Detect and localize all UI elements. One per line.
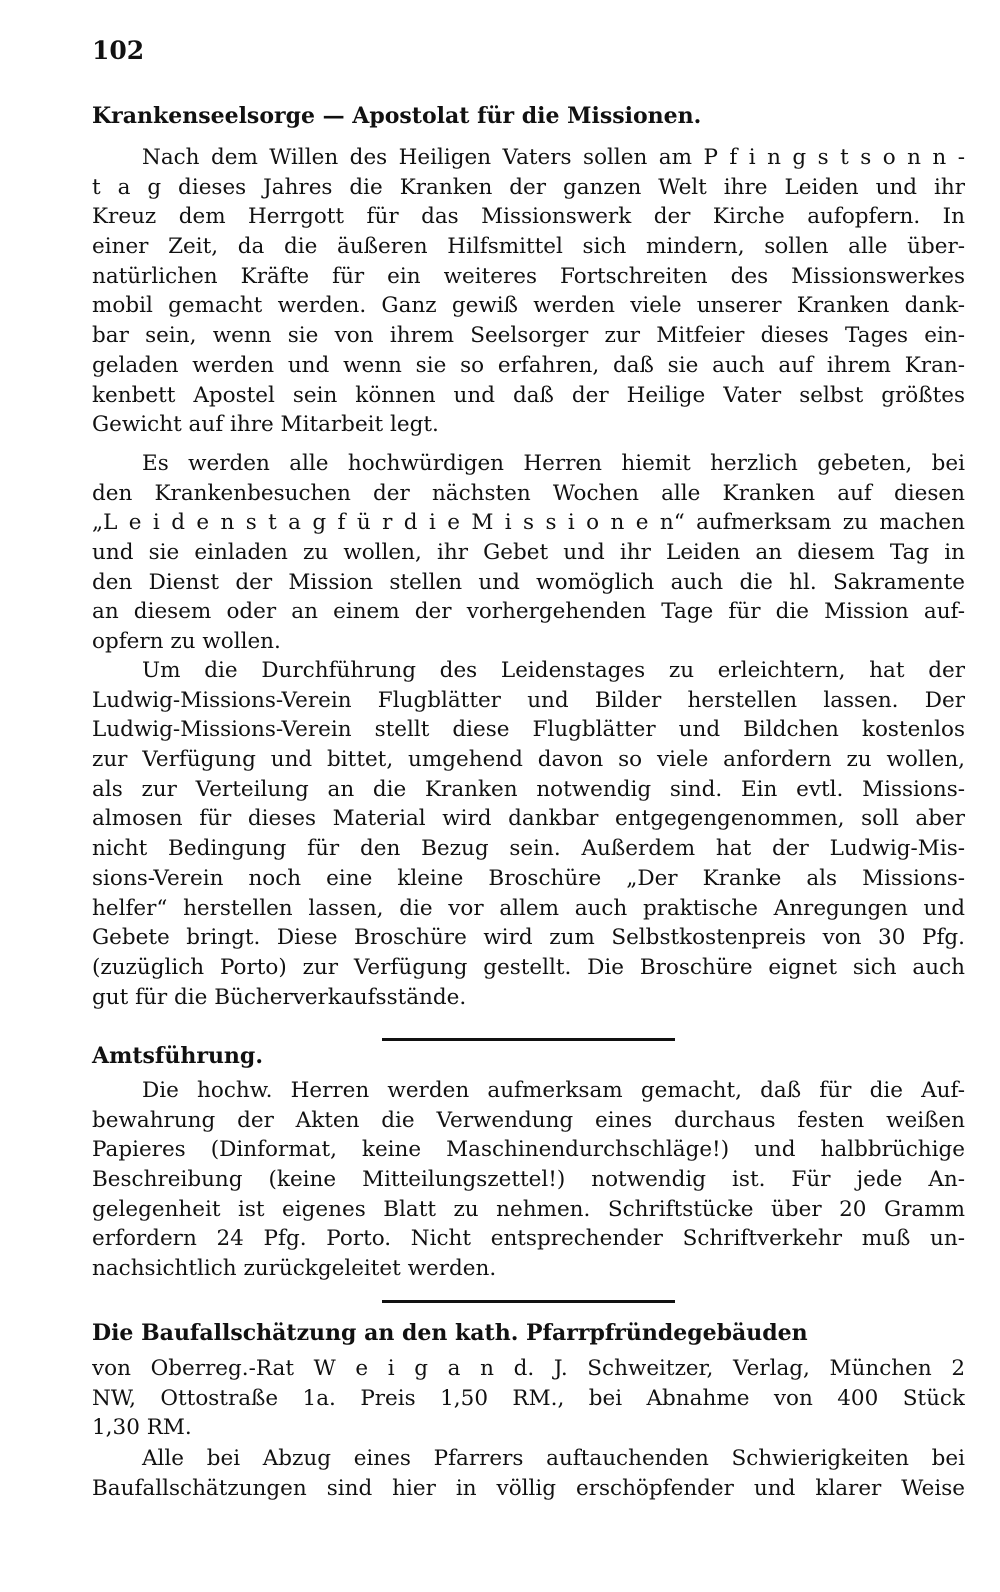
- text-line: Baufallschätzungen sind hier in völlig erschöpfender und klarer Weise: [92, 1475, 965, 1501]
- text-line: gelegenheit ist eigenes Blatt zu nehmen. Schriftstücke über 20 Gramm: [92, 1196, 965, 1222]
- text-line: Nach dem Willen des Heiligen Vaters sollen am P f i n g s t s o n n -: [142, 145, 965, 170]
- text-line: almosen für dieses Material wird dankbar entgegengenommen, soll aber: [92, 806, 965, 832]
- paragraph: [92, 1076, 965, 1284]
- text-line: Um die Durchführung des Leidenstages zu erleichtern, hat der: [142, 658, 965, 683]
- text-line: Die hochw. Herren werden aufmerksam gemacht, daß für die Auf-: [142, 1078, 965, 1103]
- text-line: mobil gemacht werden. Ganz gewiß werden viele unserer Kranken dank-: [92, 293, 965, 319]
- text-line: zur Verfügung und bittet, umgehend davon so viele anfordern zu wollen,: [92, 747, 965, 773]
- text-line: sions-Verein noch eine kleine Broschüre „Der Kranke als Missions-: [92, 865, 965, 891]
- text-line: 1,30 RM.: [92, 1415, 192, 1441]
- text-line: opfern zu wollen.: [92, 629, 281, 655]
- text-line: t a g dieses Jahres die Kranken der ganzen Welt ihre Leiden und ihr: [92, 174, 965, 200]
- text-line: gut für die Bücherverkaufsstände.: [92, 984, 467, 1010]
- text-line: (zuzüglich Porto) zur Verfügung gestellt. Die Broschüre eignet sich auch: [92, 954, 965, 980]
- text-line: Papieres (Dinformat, keine Maschinendurchschläge!) und halbbrüchige: [92, 1137, 965, 1163]
- text-line: erfordern 24 Pfg. Porto. Nicht entsprechender Schriftverkehr muß un-: [92, 1226, 965, 1252]
- text-line: „L e i d e n s t a g f ü r d i e M i s s i o n e n“ aufmerksam zu machen: [92, 510, 965, 536]
- text-line: nicht Bedingung für den Bezug sein. Außerdem hat der Ludwig-Mis-: [92, 836, 965, 862]
- text-line: einer Zeit, da die äußeren Hilfsmittel sich mindern, sollen alle über-: [92, 234, 965, 260]
- text-line: helfer“ herstellen lassen, die vor allem auch praktische Anregungen und: [92, 895, 965, 921]
- text-line: bewahrung der Akten die Verwendung eines durchaus festen weißen: [92, 1107, 965, 1133]
- text-line: Beschreibung (keine Mitteilungszettel!) notwendig ist. Für jede An-: [92, 1167, 965, 1193]
- text-line: Kreuz dem Herrgott für das Missionswerk der Kirche aufopfern. In: [92, 204, 965, 230]
- text-line: den Krankenbesuchen der nächsten Wochen alle Kranken auf diesen: [92, 480, 965, 506]
- text-line: Es werden alle hochwürdigen Herren hiemit herzlich gebeten, bei: [142, 451, 965, 476]
- paragraph: [92, 1354, 965, 1443]
- page-number: 102: [92, 36, 145, 65]
- divider: [382, 1300, 675, 1303]
- section-heading-krankenseelsorge: Krankenseelsorge — Apostolat für die Missionen.: [92, 103, 702, 129]
- text-line: und sie einladen zu wollen, ihr Gebet und ihr Leiden an diesem Tag in: [92, 540, 965, 566]
- text-line: nachsichtlich zurückgeleitet werden.: [92, 1256, 497, 1282]
- text-line: kenbett Apostel sein können und daß der Heilige Vater selbst größtes: [92, 382, 965, 408]
- divider: [382, 1038, 675, 1041]
- text-line: NW, Ottostraße 1a. Preis 1,50 RM., bei Abnahme von 400 Stück: [92, 1385, 965, 1411]
- paragraph: [92, 449, 965, 657]
- paragraph: [92, 656, 965, 1012]
- text-line: natürlichen Kräfte für ein weiteres Fortschreiten des Missionswerkes: [92, 263, 965, 289]
- section-heading-baufallschaetzung: Die Baufallschätzung an den kath. Pfarrpfründegebäuden: [92, 1320, 808, 1346]
- text-line: den Dienst der Mission stellen und womöglich auch die hl. Sakramente: [92, 569, 965, 595]
- text-line: von Oberreg.-Rat W e i g a n d. J. Schweitzer, Verlag, München 2: [92, 1356, 965, 1381]
- paragraph: [92, 1444, 965, 1503]
- text-line: Alle bei Abzug eines Pfarrers auftauchenden Schwierigkeiten bei: [142, 1446, 965, 1471]
- section-heading-amtsfuehrung: Amtsführung.: [92, 1043, 263, 1069]
- text-line: Ludwig-Missions-Verein stellt diese Flugblätter und Bildchen kostenlos: [92, 717, 965, 743]
- text-line: Gewicht auf ihre Mitarbeit legt.: [92, 412, 439, 438]
- paragraph: [92, 143, 965, 440]
- text-line: bar sein, wenn sie von ihrem Seelsorger zur Mitfeier dieses Tages ein-: [92, 323, 965, 349]
- text-line: an diesem oder an einem der vorhergehenden Tage für die Mission auf-: [92, 599, 965, 625]
- text-line: als zur Verteilung an die Kranken notwendig sind. Ein evtl. Missions-: [92, 776, 965, 802]
- text-line: Ludwig-Missions-Verein Flugblätter und Bilder herstellen lassen. Der: [92, 687, 965, 713]
- text-line: Gebete bringt. Diese Broschüre wird zum Selbstkostenpreis von 30 Pfg.: [92, 925, 965, 951]
- text-line: geladen werden und wenn sie so erfahren, daß sie auch auf ihrem Kran-: [92, 352, 965, 378]
